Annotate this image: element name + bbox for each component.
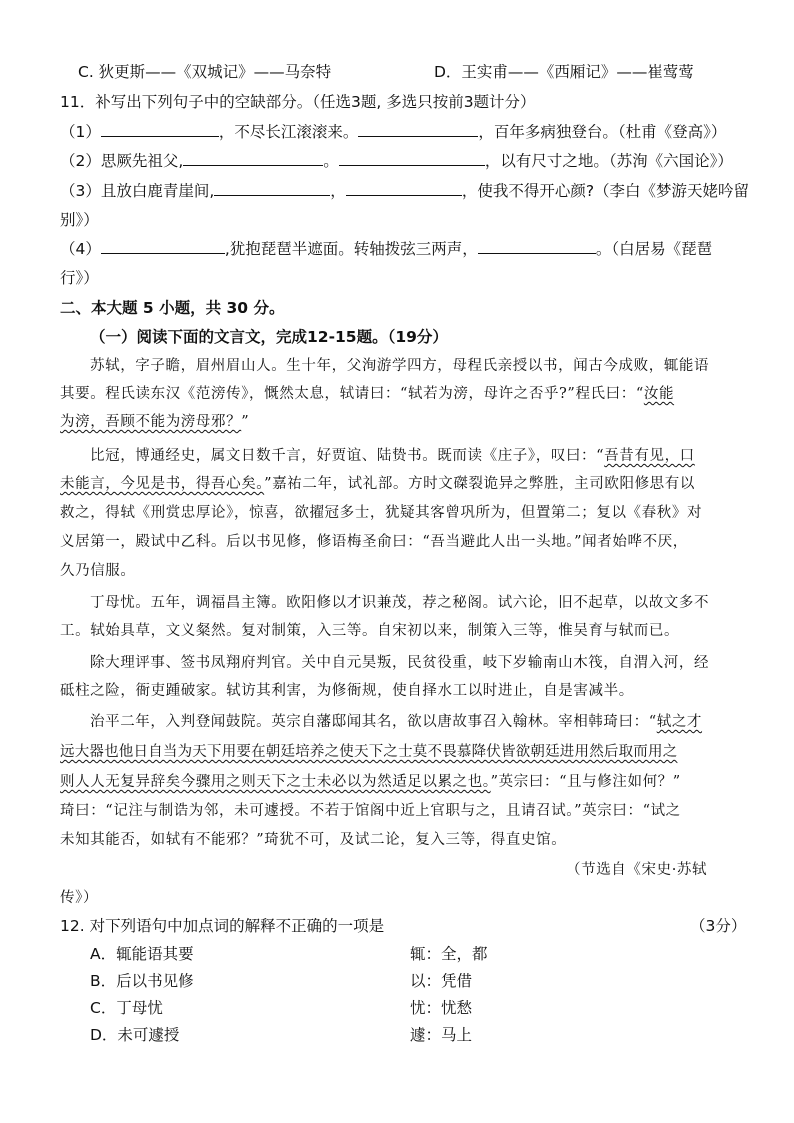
q12-option-d-gloss: 遽：马上 bbox=[410, 1026, 473, 1044]
wavy-underline-text: 汝能 bbox=[643, 386, 675, 402]
q12-option-b-gloss: 以：凭借 bbox=[410, 972, 473, 990]
wavy-underline-text: 未能言，今见是书，得吾心矣。 bbox=[60, 476, 265, 492]
q11-item-2: （2）思厥先祖父, 。 ，以有尺寸之地。（苏洵《六国论》） bbox=[60, 152, 733, 170]
q10-option-d: D．王实甫——《西厢记》——崔莺莺 bbox=[434, 63, 694, 81]
passage-line: 琦曰：“记注与制诰为邻，未可遽授。不若于馆阁中近上官职与之，且请召试。”英宗曰：“试之 bbox=[60, 803, 681, 819]
q12-option-c[interactable]: C．丁母忧 bbox=[90, 999, 163, 1017]
passage-line: 则人人无复异辞矣今骤用之则天下之士未必以为然适足以累之也。”英宗曰：“且与修注如何？” bbox=[60, 774, 681, 790]
passage-line: 未知其能否，如轼有不能邪？”琦犹不可，及试二论，复入三等，得直史馆。 bbox=[60, 832, 567, 848]
q12-option-a[interactable]: A．辄能语其要 bbox=[90, 945, 194, 963]
q11-item-1: （1） ，不尽长江滚滚来。 ，百年多病独登台。（杜甫《登高》） bbox=[60, 123, 727, 141]
answer-blank[interactable] bbox=[358, 122, 478, 137]
answer-blank[interactable] bbox=[183, 151, 323, 166]
passage-line: 除大理评事、签书凤翔府判官。关中自元昊叛，民贫役重，岐下岁输南山木筏，自渭入河，经 bbox=[90, 655, 710, 671]
q11-item-4-cont: 行》） bbox=[60, 269, 99, 287]
passage-line: 义居第一，殿试中乙科。后以书见修，修语梅圣俞曰：“吾当避此人出一头地。”闻者始哗不厌， bbox=[60, 534, 688, 550]
wavy-underline-text: 则人人无复异辞矣今骤用之则天下之士未必以为然适足以累之也。 bbox=[60, 774, 491, 790]
section-title: 二、本大题 5 小题，共 30 分。 bbox=[60, 299, 285, 317]
q12-option-a-gloss: 辄：全，都 bbox=[410, 945, 488, 963]
answer-blank[interactable] bbox=[478, 239, 596, 254]
passage-line: 工。轼始具草，文义粲然。复对制策，入三等。自宋初以来，制策入三等，惟吴育与轼而已。 bbox=[60, 623, 680, 639]
q11-item-3: （3）且放白鹿青崖间, ， ，使我不得开心颜?（李白《梦游天姥吟留 bbox=[60, 182, 750, 200]
wavy-underline-text: 轼之才 bbox=[656, 714, 703, 730]
passage-source-cont: 传》） bbox=[60, 890, 99, 906]
passage-line: 为滂，吾顾不能为滂母邪？” bbox=[60, 414, 250, 430]
passage-line: 丁母忧。五年，调福昌主簿。欧阳修以才识兼茂，荐之秘阁。试六论，旧不起草，以故文多不 bbox=[90, 595, 710, 611]
passage-line: 其要。程氏读东汉《范滂传》，慨然太息，轼请曰：“轼若为滂，母许之否乎?”程氏曰：“汝能 bbox=[60, 386, 675, 402]
q12-option-c-gloss: 忧：忧愁 bbox=[410, 999, 473, 1017]
q11-item-4: （4） ,犹抱琵琶半遮面。转轴拨弦三两声， 。（白居易《琵琶 bbox=[60, 240, 713, 258]
section-subtitle: （一）阅读下面的文言文，完成12-15题。（19分） bbox=[90, 328, 448, 346]
answer-blank[interactable] bbox=[346, 181, 462, 196]
q12-option-d[interactable]: D．未可遽授 bbox=[90, 1026, 180, 1044]
answer-blank[interactable] bbox=[339, 151, 485, 166]
passage-line: 苏轼，字子瞻，眉州眉山人。生十年，父洵游学四方，母程氏亲授以书，闻古今成败，辄能语 bbox=[90, 358, 710, 374]
answer-blank[interactable] bbox=[101, 239, 225, 254]
q11-stem: 11．补写出下列句子中的空缺部分。（任选3题, 多选只按前3题计分） bbox=[60, 93, 536, 111]
wavy-underline-text: 吾昔有见，口 bbox=[604, 448, 695, 464]
passage-line: 救之，得轼《刑赏忠厚论》，惊喜，欲擢冠多士，犹疑其客曾巩所为，但置第二；复以《春秋》对 bbox=[60, 505, 703, 521]
answer-blank[interactable] bbox=[214, 181, 330, 196]
q11-item-3-cont: 别》） bbox=[60, 211, 99, 229]
q12-option-b[interactable]: B．后以书见修 bbox=[90, 972, 194, 990]
passage-line: 未能言，今见是书，得吾心矣。”嘉祐二年，试礼部。方时文磔裂诡异之弊胜，主司欧阳修思有以 bbox=[60, 476, 695, 492]
wavy-underline-text: 为滂，吾顾不能为滂母邪？ bbox=[60, 414, 242, 430]
answer-blank[interactable] bbox=[101, 122, 219, 137]
passage-line: 比冠，博通经史，属文日数千言，好贾谊、陆贽书。既而读《庄子》，叹曰：“吾昔有见，口 bbox=[90, 448, 695, 464]
q10-option-c: C. 狄更斯——《双城记》——马奈特 bbox=[78, 63, 332, 81]
q12-stem: 12. 对下列语句中加点词的解释不正确的一项是 bbox=[60, 917, 385, 935]
passage-line: 砥柱之险，衙吏踵破家。轼访其利害，为修衙规，使自择水工以时进止，自是害减半。 bbox=[60, 683, 634, 699]
q12-score: （3分） bbox=[690, 917, 747, 935]
passage-source: （节选自《宋史·苏轼 bbox=[566, 862, 708, 878]
passage-line: 治平二年，入判登闻鼓院。英宗自藩邸闻其名，欲以唐故事召入翰林。宰相韩琦曰：“轼之才 bbox=[90, 714, 703, 730]
passage-line-underlined: 远大器也他日自当为天下用要在朝廷培养之使天下之士莫不畏慕降伏皆欲朝廷进用然后取而用之 bbox=[60, 744, 678, 760]
passage-line: 久乃信服。 bbox=[60, 563, 136, 579]
